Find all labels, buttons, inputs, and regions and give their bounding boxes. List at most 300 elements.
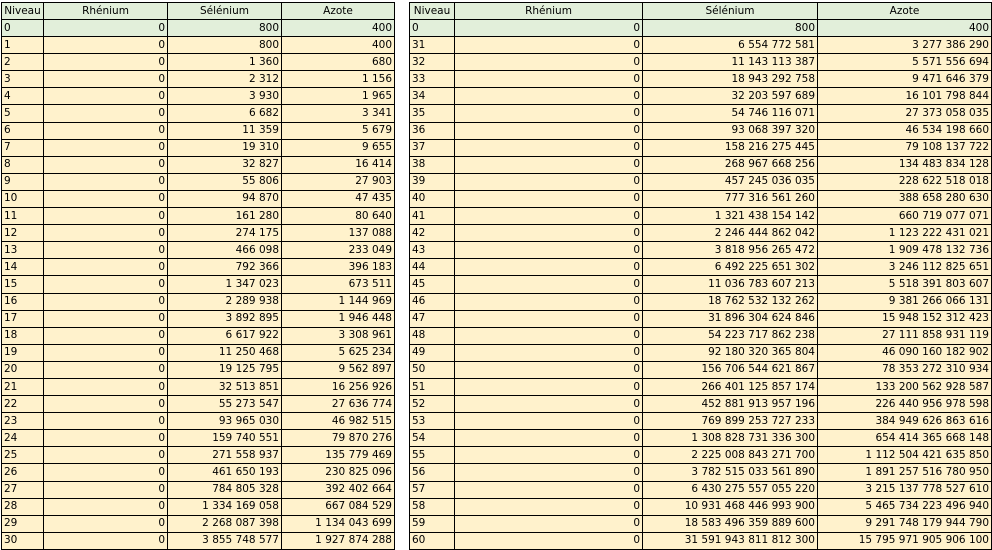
- table-row: [2, 173, 395, 190]
- cell-selenium[interactable]: 2 268 087 398: [168, 515, 282, 532]
- cell-azote[interactable]: 27 903: [282, 173, 395, 190]
- cell-niveau[interactable]: 20: [2, 361, 44, 378]
- cell-azote[interactable]: 233 049: [282, 242, 395, 259]
- cell-selenium[interactable]: 6 554 772 581: [643, 37, 818, 54]
- cell-niveau[interactable]: 41: [410, 208, 455, 225]
- cell-niveau[interactable]: 45: [410, 276, 455, 293]
- cell-selenium[interactable]: 161 280: [168, 208, 282, 225]
- cell-rhenium[interactable]: 0: [455, 361, 643, 378]
- cell-niveau[interactable]: 23: [2, 413, 44, 430]
- cell-azote[interactable]: 1 946 448: [282, 310, 395, 327]
- cell-azote[interactable]: 5 679: [282, 122, 395, 139]
- cell-rhenium[interactable]: 0: [455, 88, 643, 105]
- cell-selenium[interactable]: 800: [643, 20, 818, 37]
- table-row: [2, 430, 395, 447]
- cell-selenium[interactable]: 32 203 597 689: [643, 88, 818, 105]
- cell-niveau[interactable]: 9: [2, 173, 44, 190]
- cell-rhenium[interactable]: 0: [44, 54, 168, 71]
- cell-azote[interactable]: 3 308 961: [282, 327, 395, 344]
- cell-selenium[interactable]: 461 650 193: [168, 464, 282, 481]
- cell-selenium[interactable]: 18 943 292 758: [643, 71, 818, 88]
- table-row: [410, 430, 992, 447]
- table-row: [2, 344, 395, 361]
- cell-rhenium[interactable]: 0: [44, 225, 168, 242]
- cell-selenium[interactable]: 466 098: [168, 242, 282, 259]
- cell-selenium[interactable]: 268 967 668 256: [643, 156, 818, 173]
- cell-azote[interactable]: 5 518 391 803 607: [818, 276, 992, 293]
- table-row: [410, 413, 992, 430]
- cell-niveau[interactable]: 56: [410, 464, 455, 481]
- cell-niveau[interactable]: 32: [410, 54, 455, 71]
- table-row: [410, 532, 992, 549]
- cell-selenium[interactable]: 274 175: [168, 225, 282, 242]
- cell-selenium[interactable]: 3 782 515 033 561 890: [643, 464, 818, 481]
- table-row: [2, 464, 395, 481]
- cell-niveau[interactable]: 24: [2, 430, 44, 447]
- cell-rhenium[interactable]: 0: [44, 139, 168, 156]
- left-table: [1, 2, 395, 550]
- table-row: [2, 447, 395, 464]
- cell-selenium[interactable]: 55 273 547: [168, 396, 282, 413]
- cell-niveau[interactable]: 27: [2, 481, 44, 498]
- cell-niveau[interactable]: 30: [2, 532, 44, 549]
- cell-selenium[interactable]: 156 706 544 621 867: [643, 361, 818, 378]
- cell-selenium[interactable]: 92 180 320 365 804: [643, 344, 818, 361]
- cell-selenium[interactable]: 11 250 468: [168, 344, 282, 361]
- cell-rhenium[interactable]: 0: [455, 122, 643, 139]
- cell-selenium[interactable]: 271 558 937: [168, 447, 282, 464]
- cell-rhenium[interactable]: 0: [44, 156, 168, 173]
- cell-niveau[interactable]: 51: [410, 378, 455, 395]
- cell-selenium[interactable]: 1 360: [168, 54, 282, 71]
- cell-niveau[interactable]: 37: [410, 139, 455, 156]
- cell-selenium[interactable]: 18 583 496 359 889 600: [643, 515, 818, 532]
- cell-rhenium[interactable]: 0: [44, 276, 168, 293]
- cell-rhenium[interactable]: 0: [44, 37, 168, 54]
- header-rhenium[interactable]: Rhénium: [455, 3, 643, 20]
- cell-niveau[interactable]: 47: [410, 310, 455, 327]
- cell-rhenium[interactable]: 0: [455, 413, 643, 430]
- cell-niveau[interactable]: 35: [410, 105, 455, 122]
- cell-selenium[interactable]: 6 430 275 557 055 220: [643, 481, 818, 498]
- cell-rhenium[interactable]: 0: [455, 515, 643, 532]
- cell-selenium[interactable]: 55 806: [168, 173, 282, 190]
- cell-niveau[interactable]: 11: [2, 208, 44, 225]
- table-row: [410, 88, 992, 105]
- right-table: [409, 2, 992, 550]
- cell-rhenium[interactable]: 0: [44, 481, 168, 498]
- cell-rhenium[interactable]: 0: [44, 242, 168, 259]
- cell-selenium[interactable]: 159 740 551: [168, 430, 282, 447]
- cell-rhenium[interactable]: 0: [44, 361, 168, 378]
- cell-azote[interactable]: 226 440 956 978 598: [818, 396, 992, 413]
- table-row: [2, 532, 395, 549]
- cell-selenium[interactable]: 3 818 956 265 472: [643, 242, 818, 259]
- cell-azote[interactable]: 228 622 518 018: [818, 173, 992, 190]
- cell-rhenium[interactable]: 0: [455, 190, 643, 207]
- cell-rhenium[interactable]: 0: [455, 430, 643, 447]
- table-row: [2, 208, 395, 225]
- cell-azote[interactable]: 1 123 222 431 021: [818, 225, 992, 242]
- cell-rhenium[interactable]: 0: [455, 293, 643, 310]
- table-row: [410, 71, 992, 88]
- cell-rhenium[interactable]: 0: [44, 396, 168, 413]
- cell-azote[interactable]: 9 562 897: [282, 361, 395, 378]
- cell-azote[interactable]: 46 982 515: [282, 413, 395, 430]
- table-row: [2, 190, 395, 207]
- cell-rhenium[interactable]: 0: [455, 242, 643, 259]
- cell-rhenium[interactable]: 0: [44, 208, 168, 225]
- cell-selenium[interactable]: 1 347 023: [168, 276, 282, 293]
- cell-rhenium[interactable]: 0: [44, 122, 168, 139]
- cell-azote[interactable]: 15 795 971 905 906 100: [818, 532, 992, 549]
- cell-selenium[interactable]: 6 492 225 651 302: [643, 259, 818, 276]
- cell-selenium[interactable]: 32 827: [168, 156, 282, 173]
- table-row: [2, 276, 395, 293]
- cell-selenium[interactable]: 2 312: [168, 71, 282, 88]
- cell-rhenium[interactable]: 0: [44, 259, 168, 276]
- cell-azote[interactable]: 46 090 160 182 902: [818, 344, 992, 361]
- cell-rhenium[interactable]: 0: [44, 105, 168, 122]
- cell-niveau[interactable]: 57: [410, 481, 455, 498]
- cell-azote[interactable]: 9 381 266 066 131: [818, 293, 992, 310]
- cell-azote[interactable]: 46 534 198 660: [818, 122, 992, 139]
- cell-azote[interactable]: 1 965: [282, 88, 395, 105]
- cell-azote[interactable]: 3 215 137 778 527 610: [818, 481, 992, 498]
- cell-selenium[interactable]: 800: [168, 37, 282, 54]
- table-row: [410, 344, 992, 361]
- cell-rhenium[interactable]: 0: [44, 378, 168, 395]
- cell-niveau[interactable]: 15: [2, 276, 44, 293]
- cell-azote[interactable]: 9 655: [282, 139, 395, 156]
- cell-azote[interactable]: 5 625 234: [282, 344, 395, 361]
- cell-niveau[interactable]: 58: [410, 498, 455, 515]
- cell-niveau[interactable]: 31: [410, 37, 455, 54]
- cell-selenium[interactable]: 31 896 304 624 846: [643, 310, 818, 327]
- table-row: [410, 105, 992, 122]
- cell-selenium[interactable]: 2 246 444 862 042: [643, 225, 818, 242]
- cell-selenium[interactable]: 54 223 717 862 238: [643, 327, 818, 344]
- table-row: [2, 20, 395, 37]
- cell-niveau[interactable]: 52: [410, 396, 455, 413]
- cell-niveau[interactable]: 55: [410, 447, 455, 464]
- table-row: [2, 122, 395, 139]
- cell-rhenium[interactable]: 0: [455, 105, 643, 122]
- cell-rhenium[interactable]: 0: [455, 173, 643, 190]
- cell-rhenium[interactable]: 0: [455, 532, 643, 549]
- table-row: [410, 447, 992, 464]
- table-row: [410, 156, 992, 173]
- cell-niveau[interactable]: 34: [410, 88, 455, 105]
- cell-rhenium[interactable]: 0: [455, 447, 643, 464]
- cell-azote[interactable]: 3 246 112 825 651: [818, 259, 992, 276]
- cell-rhenium[interactable]: 0: [455, 54, 643, 71]
- cell-rhenium[interactable]: 0: [44, 71, 168, 88]
- cell-selenium[interactable]: 6 682: [168, 105, 282, 122]
- cell-niveau[interactable]: 2: [2, 54, 44, 71]
- cell-azote[interactable]: 5 571 556 694: [818, 54, 992, 71]
- cell-niveau[interactable]: 16: [2, 293, 44, 310]
- table-row: [2, 242, 395, 259]
- cell-azote[interactable]: 27 111 858 931 119: [818, 327, 992, 344]
- table-row: [2, 88, 395, 105]
- cell-niveau[interactable]: 7: [2, 139, 44, 156]
- cell-selenium[interactable]: 11 359: [168, 122, 282, 139]
- cell-niveau[interactable]: 36: [410, 122, 455, 139]
- table-row: [2, 54, 395, 71]
- cell-rhenium[interactable]: 0: [44, 498, 168, 515]
- cell-azote[interactable]: 78 353 272 310 934: [818, 361, 992, 378]
- cell-selenium[interactable]: 1 321 438 154 142: [643, 208, 818, 225]
- cell-rhenium[interactable]: 0: [455, 37, 643, 54]
- cell-azote[interactable]: 16 101 798 844: [818, 88, 992, 105]
- header-azote[interactable]: Azote: [282, 3, 395, 20]
- cell-selenium[interactable]: 457 245 036 035: [643, 173, 818, 190]
- cell-niveau[interactable]: 38: [410, 156, 455, 173]
- cell-niveau[interactable]: 53: [410, 413, 455, 430]
- cell-selenium[interactable]: 10 931 468 446 993 900: [643, 498, 818, 515]
- cell-azote[interactable]: 80 640: [282, 208, 395, 225]
- cell-selenium[interactable]: 54 746 116 071: [643, 105, 818, 122]
- cell-niveau[interactable]: 49: [410, 344, 455, 361]
- table-row: [2, 327, 395, 344]
- cell-niveau[interactable]: 33: [410, 71, 455, 88]
- cell-niveau[interactable]: 12: [2, 225, 44, 242]
- cell-selenium[interactable]: 784 805 328: [168, 481, 282, 498]
- cell-niveau[interactable]: 4: [2, 88, 44, 105]
- cell-niveau[interactable]: 17: [2, 310, 44, 327]
- cell-niveau[interactable]: 26: [2, 464, 44, 481]
- cell-selenium[interactable]: 18 762 532 132 262: [643, 293, 818, 310]
- cell-selenium[interactable]: 11 036 783 607 213: [643, 276, 818, 293]
- cell-niveau[interactable]: 6: [2, 122, 44, 139]
- table-row: [2, 361, 395, 378]
- cell-rhenium[interactable]: 0: [44, 293, 168, 310]
- cell-rhenium[interactable]: 0: [44, 430, 168, 447]
- cell-selenium[interactable]: 1 308 828 731 336 300: [643, 430, 818, 447]
- table-row: [410, 481, 992, 498]
- cell-selenium[interactable]: 769 899 253 727 233: [643, 413, 818, 430]
- cell-rhenium[interactable]: 0: [455, 71, 643, 88]
- cell-azote[interactable]: 392 402 664: [282, 481, 395, 498]
- cell-niveau[interactable]: 0: [410, 20, 455, 37]
- cell-azote[interactable]: 79 108 137 722: [818, 139, 992, 156]
- cell-selenium[interactable]: 2 225 008 843 271 700: [643, 447, 818, 464]
- cell-niveau[interactable]: 59: [410, 515, 455, 532]
- cell-azote[interactable]: 1 144 969: [282, 293, 395, 310]
- cell-rhenium[interactable]: 0: [44, 88, 168, 105]
- header-niveau[interactable]: Niveau: [410, 3, 455, 20]
- table-row: [410, 378, 992, 395]
- table-row: [410, 242, 992, 259]
- cell-selenium[interactable]: 2 289 938: [168, 293, 282, 310]
- cell-rhenium[interactable]: 0: [44, 413, 168, 430]
- cell-niveau[interactable]: 54: [410, 430, 455, 447]
- cell-azote[interactable]: 1 112 504 421 635 850: [818, 447, 992, 464]
- table-row: [410, 276, 992, 293]
- table-row: [410, 293, 992, 310]
- table-row: [2, 105, 395, 122]
- table-row: [2, 310, 395, 327]
- cell-azote[interactable]: 16 256 926: [282, 378, 395, 395]
- cell-rhenium[interactable]: 0: [455, 481, 643, 498]
- cell-niveau[interactable]: 13: [2, 242, 44, 259]
- cell-selenium[interactable]: 93 068 397 320: [643, 122, 818, 139]
- header-rhenium[interactable]: Rhénium: [44, 3, 168, 20]
- cell-rhenium[interactable]: 0: [455, 498, 643, 515]
- cell-azote[interactable]: 654 414 365 668 148: [818, 430, 992, 447]
- cell-rhenium[interactable]: 0: [44, 344, 168, 361]
- cell-azote[interactable]: 388 658 280 630: [818, 190, 992, 207]
- cell-azote[interactable]: 660 719 077 071: [818, 208, 992, 225]
- cell-selenium[interactable]: 158 216 275 445: [643, 139, 818, 156]
- cell-niveau[interactable]: 48: [410, 327, 455, 344]
- table-row: [410, 208, 992, 225]
- cell-azote[interactable]: 134 483 834 128: [818, 156, 992, 173]
- header-row: [410, 3, 992, 20]
- cell-azote[interactable]: 400: [818, 20, 992, 37]
- cell-rhenium[interactable]: 0: [455, 276, 643, 293]
- cell-niveau[interactable]: 25: [2, 447, 44, 464]
- cell-rhenium[interactable]: 0: [455, 327, 643, 344]
- cell-azote[interactable]: 135 779 469: [282, 447, 395, 464]
- table-row: [2, 225, 395, 242]
- cell-azote[interactable]: 400: [282, 20, 395, 37]
- cell-niveau[interactable]: 28: [2, 498, 44, 515]
- cell-niveau[interactable]: 43: [410, 242, 455, 259]
- cell-selenium[interactable]: 19 125 795: [168, 361, 282, 378]
- cell-selenium[interactable]: 777 316 561 260: [643, 190, 818, 207]
- cell-niveau[interactable]: 14: [2, 259, 44, 276]
- header-azote[interactable]: Azote: [818, 3, 992, 20]
- cell-azote[interactable]: 79 870 276: [282, 430, 395, 447]
- cell-rhenium[interactable]: 0: [44, 173, 168, 190]
- cell-azote[interactable]: 400: [282, 37, 395, 54]
- cell-azote[interactable]: 1 156: [282, 71, 395, 88]
- cell-azote[interactable]: 9 471 646 379: [818, 71, 992, 88]
- header-selenium[interactable]: Sélénium: [168, 3, 282, 20]
- cell-selenium[interactable]: 11 143 113 387: [643, 54, 818, 71]
- cell-niveau[interactable]: 19: [2, 344, 44, 361]
- cell-selenium[interactable]: 3 892 895: [168, 310, 282, 327]
- cell-azote[interactable]: 137 088: [282, 225, 395, 242]
- cell-rhenium[interactable]: 0: [455, 156, 643, 173]
- cell-azote[interactable]: 27 373 058 035: [818, 105, 992, 122]
- cell-azote[interactable]: 384 949 626 863 616: [818, 413, 992, 430]
- cell-rhenium[interactable]: 0: [455, 378, 643, 395]
- cell-rhenium[interactable]: 0: [44, 464, 168, 481]
- table-row: [2, 139, 395, 156]
- cell-selenium[interactable]: 792 366: [168, 259, 282, 276]
- cell-niveau[interactable]: 60: [410, 532, 455, 549]
- cell-selenium[interactable]: 93 965 030: [168, 413, 282, 430]
- cell-rhenium[interactable]: 0: [44, 532, 168, 549]
- cell-niveau[interactable]: 3: [2, 71, 44, 88]
- cell-niveau[interactable]: 0: [2, 20, 44, 37]
- cell-rhenium[interactable]: 0: [455, 208, 643, 225]
- cell-rhenium[interactable]: 0: [455, 20, 643, 37]
- cell-rhenium[interactable]: 0: [455, 464, 643, 481]
- cell-selenium[interactable]: 3 855 748 577: [168, 532, 282, 549]
- cell-niveau[interactable]: 1: [2, 37, 44, 54]
- cell-azote[interactable]: 3 341: [282, 105, 395, 122]
- header-niveau[interactable]: Niveau: [2, 3, 44, 20]
- cell-rhenium[interactable]: 0: [455, 344, 643, 361]
- cell-rhenium[interactable]: 0: [455, 225, 643, 242]
- cell-selenium[interactable]: 6 617 922: [168, 327, 282, 344]
- cell-niveau[interactable]: 29: [2, 515, 44, 532]
- cell-azote[interactable]: 673 511: [282, 276, 395, 293]
- cell-rhenium[interactable]: 0: [455, 259, 643, 276]
- cell-niveau[interactable]: 10: [2, 190, 44, 207]
- cell-azote[interactable]: 47 435: [282, 190, 395, 207]
- header-selenium[interactable]: Sélénium: [643, 3, 818, 20]
- cell-azote[interactable]: 667 084 529: [282, 498, 395, 515]
- cell-azote[interactable]: 15 948 152 312 423: [818, 310, 992, 327]
- cell-rhenium[interactable]: 0: [455, 396, 643, 413]
- cell-niveau[interactable]: 42: [410, 225, 455, 242]
- cell-rhenium[interactable]: 0: [455, 139, 643, 156]
- cell-niveau[interactable]: 5: [2, 105, 44, 122]
- cell-azote[interactable]: 1 927 874 288: [282, 532, 395, 549]
- cell-azote[interactable]: 680: [282, 54, 395, 71]
- cell-selenium[interactable]: 94 870: [168, 190, 282, 207]
- cell-selenium[interactable]: 3 930: [168, 88, 282, 105]
- cell-niveau[interactable]: 8: [2, 156, 44, 173]
- cell-selenium[interactable]: 31 591 943 811 812 300: [643, 532, 818, 549]
- cell-azote[interactable]: 396 183: [282, 259, 395, 276]
- cell-azote[interactable]: 27 636 774: [282, 396, 395, 413]
- table-row: [410, 498, 992, 515]
- cell-azote[interactable]: 16 414: [282, 156, 395, 173]
- cell-azote[interactable]: 230 825 096: [282, 464, 395, 481]
- cell-niveau[interactable]: 39: [410, 173, 455, 190]
- table-row: [410, 327, 992, 344]
- cell-rhenium[interactable]: 0: [44, 310, 168, 327]
- cell-rhenium[interactable]: 0: [44, 20, 168, 37]
- table-row: [410, 122, 992, 139]
- cell-azote[interactable]: 5 465 734 223 496 940: [818, 498, 992, 515]
- cell-niveau[interactable]: 50: [410, 361, 455, 378]
- cell-niveau[interactable]: 46: [410, 293, 455, 310]
- cell-rhenium[interactable]: 0: [44, 515, 168, 532]
- cell-niveau[interactable]: 21: [2, 378, 44, 395]
- cell-selenium[interactable]: 32 513 851: [168, 378, 282, 395]
- cell-niveau[interactable]: 40: [410, 190, 455, 207]
- cell-rhenium[interactable]: 0: [44, 190, 168, 207]
- table-row: [410, 259, 992, 276]
- cell-azote[interactable]: 1 134 043 699: [282, 515, 395, 532]
- table-row: [410, 54, 992, 71]
- cell-selenium[interactable]: 266 401 125 857 174: [643, 378, 818, 395]
- cell-selenium[interactable]: 1 334 169 058: [168, 498, 282, 515]
- cell-azote[interactable]: 9 291 748 179 944 790: [818, 515, 992, 532]
- cell-azote[interactable]: 133 200 562 928 587: [818, 378, 992, 395]
- cell-selenium[interactable]: 19 310: [168, 139, 282, 156]
- cell-niveau[interactable]: 18: [2, 327, 44, 344]
- cell-selenium[interactable]: 800: [168, 20, 282, 37]
- cell-niveau[interactable]: 44: [410, 259, 455, 276]
- cell-rhenium[interactable]: 0: [44, 447, 168, 464]
- cell-rhenium[interactable]: 0: [44, 327, 168, 344]
- cell-selenium[interactable]: 452 881 913 957 196: [643, 396, 818, 413]
- cell-azote[interactable]: 1 891 257 516 780 950: [818, 464, 992, 481]
- cell-azote[interactable]: 1 909 478 132 736: [818, 242, 992, 259]
- cell-niveau[interactable]: 22: [2, 396, 44, 413]
- cell-azote[interactable]: 3 277 386 290: [818, 37, 992, 54]
- table-row: [410, 190, 992, 207]
- cell-rhenium[interactable]: 0: [455, 310, 643, 327]
